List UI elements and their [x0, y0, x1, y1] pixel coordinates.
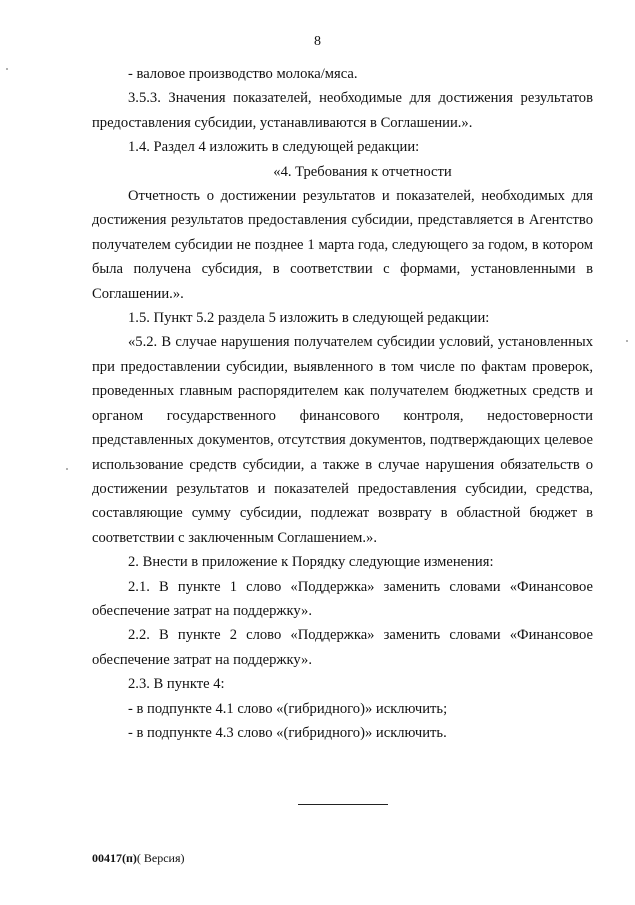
scan-speck: [66, 468, 68, 470]
footer-document-code: 00417(п): [92, 851, 137, 865]
paragraph-reporting: Отчетность о достижении результатов и показателей, необходимых для достижения результатов предоставления субсидии, представляется в Агентство получателем субсидии не позднее 1 марта года, следующего за годом, в котором была получена субсидия, в соответствии с формами, установленными в Соглашении.».: [92, 188, 593, 302]
paragraph-2: 2. Внести в приложение к Порядку следующие изменения:: [128, 554, 494, 571]
paragraph-3-5-3: 3.5.3. Значения показателей, необходимые для достижения результатов предоставления субсидии, устанавливаются в Соглашении.».: [92, 90, 593, 131]
document-body: [92, 62, 593, 745]
paragraph-4-3-exclusion: - в подпункте 4.3 слово «(гибридного)» исключить.: [128, 724, 447, 741]
paragraph-dash-milk: - валовое производство молока/мяса.: [128, 66, 358, 82]
section-heading-reporting: «4. Требования к отчетности: [273, 163, 452, 180]
page-number: 8: [314, 34, 321, 49]
paragraph-5-2: «5.2. В случае нарушения получателем субсидии условий, установленных при предоставлении субсидии, выявленного в том числе по фактам проверок, проведенных главным распорядителем как получателем бюджетных средств и органом государственного финансового контроля, недостоверности представленных документов, отсутствия документов, подтверждающих целевое использование средств субсидии, а также в случае нарушения обязательств о достижении результатов и показателей предоставления субсидии, средства, составляющие сумму субсидии, подлежат возврату в областной бюджет в соответствии с заключенным Соглашением.».: [92, 334, 593, 546]
paragraph-2-3: 2.3. В пункте 4:: [128, 676, 225, 693]
scan-speck: [6, 68, 8, 70]
paragraph-1-4: 1.4. Раздел 4 изложить в следующей редакции:: [128, 139, 420, 156]
paragraph-4-1-exclusion: - в подпункте 4.1 слово «(гибридного)» исключить;: [128, 700, 448, 717]
paragraph-2-1: 2.1. В пункте 1 слово «Поддержка» заменить словами «Финансовое обеспечение затрат на поддержку».: [92, 578, 593, 619]
paragraph-1-5: 1.5. Пункт 5.2 раздела 5 изложить в следующей редакции:: [128, 310, 490, 327]
closing-divider-line: [298, 804, 388, 805]
footer-version-label: ( Версия): [136, 851, 185, 865]
footer: [92, 851, 185, 866]
scan-speck: [626, 340, 628, 342]
paragraph-2-2: 2.2. В пункте 2 слово «Поддержка» заменить словами «Финансовое обеспечение затрат на поддержку».: [92, 627, 593, 668]
